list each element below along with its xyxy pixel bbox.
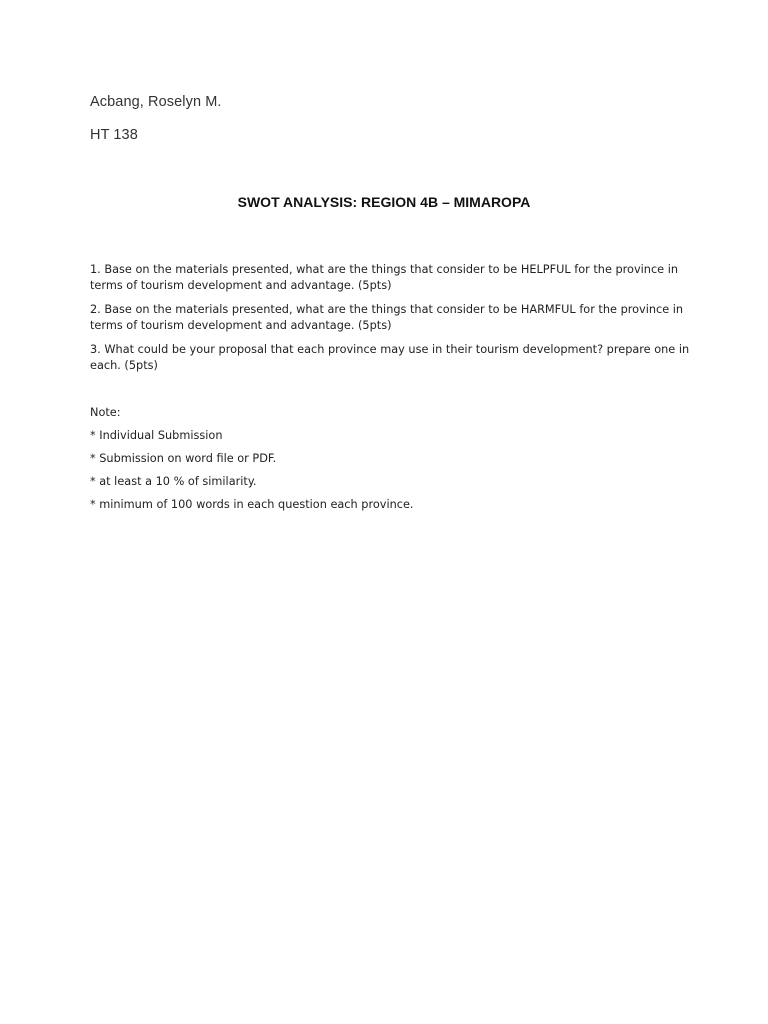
note-item: * at least a 10 % of similarity.: [90, 475, 257, 488]
course-code: HT 138: [90, 127, 138, 143]
document-title: SWOT ANALYSIS: REGION 4B – MIMAROPA: [237, 194, 531, 210]
notes-section: [90, 405, 690, 520]
notes-heading: Note:: [90, 406, 121, 419]
question-item: 1. Base on the materials presented, what are the things that consider to be HELPFUL for the province in terms of tourism development and advantage. (5pts): [90, 263, 679, 292]
question-item: 2. Base on the materials presented, what are the things that consider to be HARMFUL for the province in terms of tourism development and advantage. (5pts): [90, 303, 684, 332]
note-item: * minimum of 100 words in each question each province.: [90, 498, 414, 511]
note-item: * Submission on word file or PDF.: [90, 452, 277, 465]
question-item: 3. What could be your proposal that each province may use in their tourism development? prepare one in each. (5pts): [90, 343, 690, 372]
note-item: * Individual Submission: [90, 429, 223, 442]
author-name: Acbang, Roselyn M.: [90, 94, 222, 110]
question-list: [90, 262, 690, 382]
